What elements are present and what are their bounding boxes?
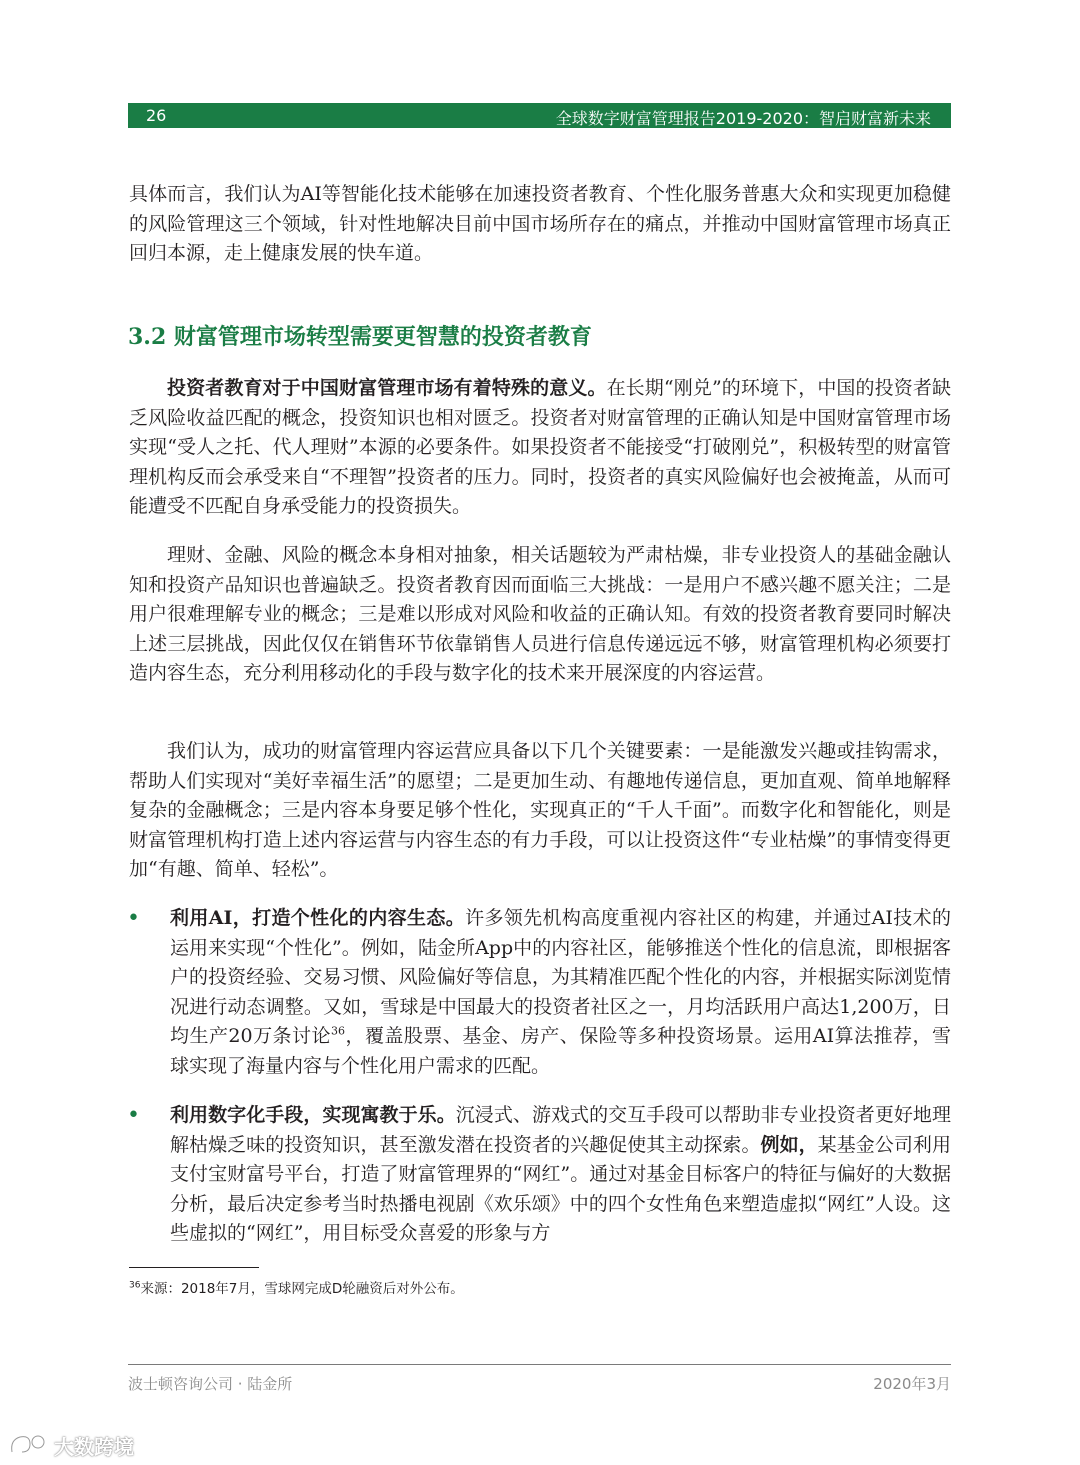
- page-header-bar: [128, 103, 951, 128]
- intro-paragraph: 具体而言，我们认为AI等智能化技术能够在加速投资者教育、个性化服务普惠大众和实现更加稳健的风险管理这三个领域，针对性地解决目前中国市场所存在的痛点，并推动中国财富管理市场真正回归本源，走上健康发展的快车道。: [129, 183, 951, 264]
- report-title: 全球数字财富管理报告2019-2020：智启财富新未来: [555, 109, 931, 128]
- footnote-text: 来源：2018年7月，雪球网完成D轮融资后对外公布。: [140, 1281, 464, 1297]
- paragraph-body: 在长期“刚兑”的环境下，中国的投资者缺乏风险收益匹配的概念，投资知识也相对匮乏。投资者对财富管理的正确认知是中国财富管理市场实现“受人之托、代人理财”本源的必要条件。如果投资者不能接受“打破刚兑”，积极转型的财富管理机构反而会承受来自“不理智”投资者的压力。同时，投资者的真实风险偏好也会被掩盖，从而可能遭受不匹配自身承受能力的投资损失。: [129, 377, 951, 517]
- paragraph-lead: 投资者教育对于中国财富管理市场有着特殊的意义。: [167, 377, 607, 399]
- footnote-divider: [129, 1267, 259, 1268]
- paragraph-key-elements: 我们认为，成功的财富管理内容运营应具备以下几个关键要素：一是能激发兴趣或挂钩需求，帮助人们实现对“美好幸福生活”的愿望；二是更加生动、有趣地传递信息，更加直观、简单地解释复杂的金融概念；三是内容本身要足够个性化，实现真正的“千人千面”。而数字化和智能化，则是财富管理机构打造上述内容运营与内容生态的有力手段，可以让投资这件“专业枯燥”的事情变得更加“有趣、简单、轻松”。: [129, 740, 951, 880]
- paragraph-challenges: 理财、金融、风险的概念本身相对抽象，相关话题较为严肃枯燥，非专业投资人的基础金融认知和投资产品知识也普遍缺乏。投资者教育因而面临三大挑战：一是用户不感兴趣不愿关注；二是用户很难理解专业的概念；三是难以形成对风险和收益的正确认知。有效的投资者教育要同时解决上述三层挑战，因此仅仅在销售环节依靠销售人员进行信息传递远远不够，财富管理机构必须要打造内容生态，充分利用移动化的手段与数字化的技术来开展深度的内容运营。: [129, 544, 951, 684]
- section-heading: 3.2 财富管理市场转型需要更智慧的投资者教育: [128, 324, 592, 350]
- watermark-logo-icon: [8, 1432, 50, 1458]
- watermark-text: 大数跨境: [54, 1434, 134, 1459]
- bullet-dot-icon: •: [127, 1103, 140, 1128]
- bullet-body: 许多领先机构高度重视内容社区的构建，并通过AI技术的运用来实现“个性化”。例如，陆金所App中的内容社区，能够推送个性化的信息流，即根据客户的投资经验、交易习惯、风险偏好等信息，为其精准匹配个性化的内容，并根据实际浏览情况进行动态调整。又如，雪球是中国最大的投资者社区之一，月均活跃用户高达1,200万，日均生产20万条讨论: [170, 907, 951, 1047]
- bullet-body: 沉浸式、游戏式的交互手段可以帮助非专业投资者更好地理解枯燥乏味的投资知识，甚至激发潜在投资者的兴趣促使其主动探索。: [170, 1104, 951, 1156]
- bullet-item-digital: [170, 1101, 951, 1249]
- page-number: 26: [146, 106, 167, 125]
- bullet-item-ai: [170, 904, 951, 1081]
- footer-divider: [128, 1364, 951, 1365]
- watermark: [8, 1430, 134, 1460]
- bullet-dot-icon: •: [127, 906, 140, 931]
- footnote-reference: 36: [331, 1024, 345, 1038]
- bullet-inline-bold: 例如，: [760, 1133, 818, 1156]
- bullet-body-continued: 某基金公司利用支付宝财富号平台，打造了财富管理界的“网红”。通过对基金目标客户的特征与偏好的大数据分析，最后决定参考当时热播电视剧《欢乐颂》中的四个女性角色来塑造虚拟“网红”人设。这些虚拟的“网红”，用目标受众喜爱的形象与方: [170, 1133, 951, 1244]
- footer-publisher: 波士顿咨询公司 · 陆金所: [128, 1375, 293, 1393]
- footnote: [129, 1277, 929, 1297]
- bullet-body-continued: ，覆盖股票、基金、房产、保险等多种投资场景。运用AI算法推荐，雪球实现了海量内容与个性化用户需求的匹配。: [170, 1025, 951, 1077]
- paragraph-investor-education: [129, 374, 951, 522]
- bullet-lead: 利用AI，打造个性化的内容生态。: [170, 907, 466, 929]
- bullet-lead: 利用数字化手段，实现寓教于乐。: [170, 1104, 456, 1126]
- footer-date: 2020年3月: [873, 1375, 951, 1393]
- footnote-number: 36: [129, 1280, 141, 1291]
